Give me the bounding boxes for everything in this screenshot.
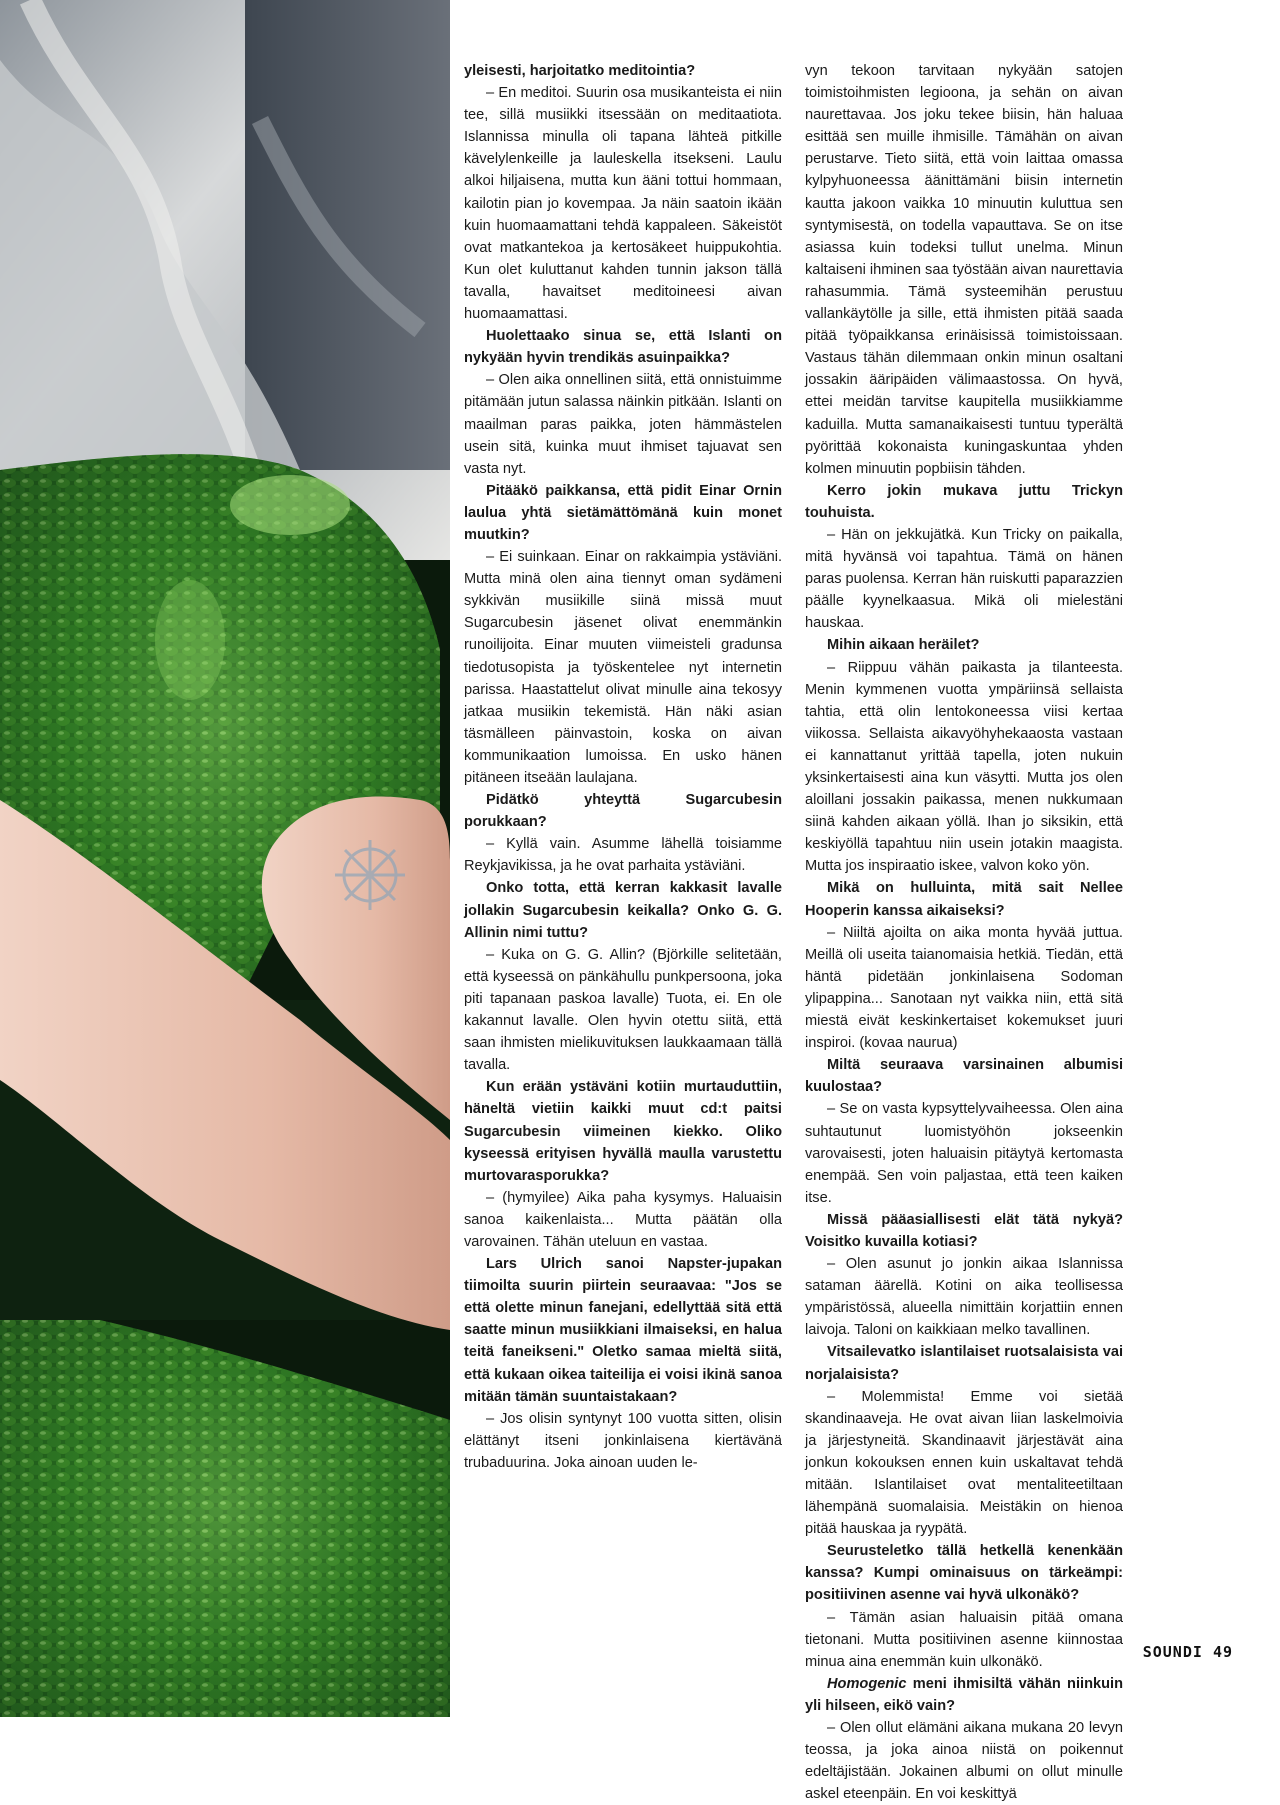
question-paragraph: Miltä seuraava varsinainen albumisi kuulostaa?	[805, 1057, 1123, 1096]
answer-paragraph: – En meditoi. Suurin osa musikanteista ei niin tee, sillä musiikki itsessään on meditaatiota. Islannissa minulla oli tapana lähteä pitkille kävelylenkeille ja lauleskella itsekseni. Laulu alkoi hiljaisena, mutta kun ääni tottui hommaan, kailotin pian jo kovempaa. Ja näin saatoin ikään kuin huomaamattani tehdä kappaleen. Säkeistöt ovat matkantekoa ja kertosäkeet huippukohtia. Kun olet kuluttanut kahden tunnin jakson tällä tavalla, havaitset meditoineesi aivan huomaamattasi.	[464, 85, 782, 323]
album-title: Homogenic	[827, 1675, 907, 1692]
sequin-dress-photo	[0, 0, 450, 1717]
question-paragraph: Pitääkö paikkansa, että pidit Einar Ornin laulua yhtä sietämättömänä kuin monet muutkin?	[464, 482, 782, 543]
cover-photo	[0, 0, 450, 1717]
question-paragraph: Vitsailevatko islantilaiset ruotsalaisista vai norjalaisista?	[805, 1344, 1123, 1383]
question-paragraph: Pidätkö yhteyttä Sugarcubesin porukkaan?	[464, 792, 782, 831]
question-paragraph	[805, 1673, 1123, 1717]
question-paragraph: Mikä on hulluinta, mitä sait Nellee Hooperin kanssa aikaiseksi?	[805, 880, 1123, 919]
question-text: meni ihmisiltä vähän niinkuin yli hilseen, eikö vain?	[805, 1675, 1123, 1714]
question-paragraph: Lars Ulrich sanoi Napster-jupakan tiimoilta suurin piirtein seuraavaa: "Jos se että olette minun fanejani, edellyttää sitä että saatte minun musiikkiani ilmaiseksi, en halua teitä faneikseni." Oletko samaa mieltä siitä, että kukaan oikea taiteilija ei voisi ikinä sanoa mitään tämän suuntaistakaan?	[464, 1256, 782, 1405]
answer-paragraph: – Riippuu vähän paikasta ja tilanteesta. Menin kymmenen vuotta ympäriinsä sellaista tahtia, että olin lentokoneessa viisi kertaa viikossa. Sellaista aikavyöhyhekaaosta vastaan ei kannattanut yrittää tapella, joten nukuin yksinkertaisesti aina kun väsytti. Mutta jos olen aloillani jossakin paikassa, menen nukkumaan siinä kahden aikaan yöllä. Ihan jo siksikin, että keskiyöllä tapahtuu niin usein jotakin maagista. Mutta jos inspiraatio iskee, valvon koko yön.	[805, 659, 1123, 875]
answer-paragraph: – (hymyilee) Aika paha kysymys. Haluaisin sanoa kaikenlaista... Mutta päätän olla varovainen. Tähän uteluun en vastaa.	[464, 1189, 782, 1250]
answer-paragraph: – Jos olisin syntynyt 100 vuotta sitten, olisin elättänyt itseni jonkinlaisena kiertävänä trubaduurina. Joka ainoan uuden le-	[464, 1410, 782, 1471]
question-paragraph: Mihin aikaan heräilet?	[827, 637, 980, 654]
question-paragraph: Onko totta, että kerran kakkasit lavalle jollakin Sugarcubesin keikalla? Onko G. G. Allinin nimi tuttu?	[464, 880, 782, 941]
question-paragraph: yleisesti, harjoitatko meditointia?	[464, 63, 696, 79]
article-column-left	[464, 60, 782, 1474]
question-paragraph: Missä pääasiallisesti elät tätä nykyä? Voisitko kuvailla kotiasi?	[805, 1211, 1123, 1250]
article-column-right	[805, 60, 1123, 1805]
magazine-name: SOUNDI	[1142, 1643, 1203, 1661]
answer-paragraph: – Ei suinkaan. Einar on rakkaimpia ystäviäni. Mutta minä olen aina tiennyt oman sydämeni sykkivän musiikille siinä missä muut Sugarcubesin jäsenet olivat enemmänkin runoilijoita. Einar muuten viimeisteli gradunsa tiedotusopista ja työskentelee nyt internetin parissa. Haastattelut olivat minulle aina tekosyy jatkaa musiikin tekemistä. Hän näki asian täsmälleen päinvastoin, koska on aivan kommunikaation lumoissa. En usko hänen pitäneen itseään laulajana.	[464, 549, 782, 786]
answer-paragraph: – Hän on jekkujätkä. Kun Tricky on paikalla, mitä hyvänsä voi tapahtua. Tämä on hänen paras puolensa. Kerran hän ruiskutti paparazzien päälle kyynelkaasua. Mikä oli mielestäni hauskaa.	[805, 526, 1124, 632]
page-footer	[1143, 1643, 1233, 1661]
answer-paragraph: – Olen asunut jo jonkin aikaa Islannissa sataman äärellä. Kotini on aika teollisessa ympäristössä, alueella nimittäin korjattiin ennen laivoja. Taloni on kaikkiaan melko tavallinen.	[805, 1256, 1123, 1339]
question-paragraph: Seurusteletko tällä hetkellä kenenkään kanssa? Kumpi ominaisuus on tärkeämpi: positiivinen asenne vai hyvä ulkonäkö?	[805, 1543, 1123, 1604]
answer-paragraph: vyn tekoon tarvitaan nykyään satojen toimistoihmisten legioona, ja sehän on aivan naurettavaa. Jos joku tekee biisin, hän haluaa esittää sen muille ihmisille. Tämähän on aivan perustarve. Tieto siitä, että voin laittaa omassa kylpyhuoneessa äänittämäni biisin internetin kautta jakoon vaikka 10 minuutin kuluttua sen syntymisestä, on todella vapauttava. Se on itse asiassa kuin todeksi tullut unelma. Minun kaltaiseni ihminen saa työstään aivan naurettavia rahasummia. Tämä systeemihän perustuu vallankäytölle ja sille, että ihmisten pitää saada pitää työpaikkansa erinäisissä toimistoissaan. Vastaus tähän dilemmaan onkin minun osaltani jossakin ääripäiden välimaastossa. On hyvä, ettei meidän tarvitse kaupitella musiikkiamme kaduilla. Mutta samanaikaisesti tuntuu typerältä pyörittää kokonaista kuningaskuntaa yhden kolmen minuutin popbiisin tähden.	[805, 63, 1124, 477]
answer-paragraph: – Se on vasta kypsyttelyvaiheessa. Olen aina suhtautunut luomistyöhön jokseenkin varovaisesti, joten haluaisin pitäytyä kertomasta enempää. Sen voin paljastaa, että teen kaiken itse.	[805, 1101, 1123, 1206]
answer-paragraph: – Kyllä vain. Asumme lähellä toisiamme Reykjavikissa, ja he ovat parhaita ystäviäni.	[464, 836, 782, 875]
page-number: 49	[1212, 1643, 1233, 1661]
answer-paragraph: – Olen aika onnellinen siitä, että onnistuimme pitämään jutun salassa näinkin pitkään. Islanti on maailman paras paikka, joten hämmästelen usein sitä, kuinka muut ihmiset tajuavat sen vasta nyt.	[464, 372, 782, 477]
answer-paragraph: – Molemmista! Emme voi sietää skandinaaveja. He ovat aivan liian laskelmoivia ja järjestyneitä. Skandinaavit järjestävät aina jonkun kokouksen ennen kuin uskaltavat tehdä mitään. Islantilaiset ovat mentaliteetiltaan lähempänä suomalaisia. Meistäkin on hienoa pitää hauskaa ja ryypätä.	[805, 1388, 1123, 1538]
answer-paragraph: – Olen ollut elämäni aikana mukana 20 levyn teossa, ja joka ainoa niistä on poikennut edeltäjistään. Jokainen albumi on ollut minulle askel eteenpäin. En voi keskittyä	[805, 1720, 1123, 1803]
tattoo-icon	[335, 840, 405, 910]
question-paragraph: Kun erään ystäväni kotiin murtauduttiin, häneltä vietiin kaikki muut cd:t paitsi Sugarcubesin viimeinen kiekko. Oliko kyseessä erityisen hyvällä maulla varustettu murtovarasporukka?	[464, 1079, 782, 1184]
question-paragraph: Huolettaako sinua se, että Islanti on nykyään hyvin trendikäs asuinpaikka?	[464, 328, 782, 367]
answer-paragraph: – Kuka on G. G. Allin? (Björkille selitetään, että kyseessä on pänkähullu punkpersoona, joka piti tapanaan paskoa lavalle) Tuota, ei. En ole kakannut lavalle. Olen hyvin otettu siitä, että saan ihmisten mielikuvituksen laukkaamaan tällä tavalla.	[464, 946, 782, 1074]
question-paragraph: Kerro jokin mukava juttu Trickyn touhuista.	[805, 482, 1123, 521]
answer-paragraph: – Tämän asian haluaisin pitää omana tietonani. Mutta positiivinen asenne kiinnostaa minua aina enemmän kuin ulkonäkö.	[805, 1609, 1123, 1670]
answer-paragraph: – Niiltä ajoilta on aika monta hyvää juttua. Meillä oli useita taianomaisia hetkiä. Tiedän, että häntä pidetään jonkinlaisena Sodoman ylipappina... Sanotaan nyt vaikka niin, että sitä miestä eivät keskinkertaiset kokemukset juuri inspiroi. (kovaa naurua)	[805, 924, 1123, 1052]
